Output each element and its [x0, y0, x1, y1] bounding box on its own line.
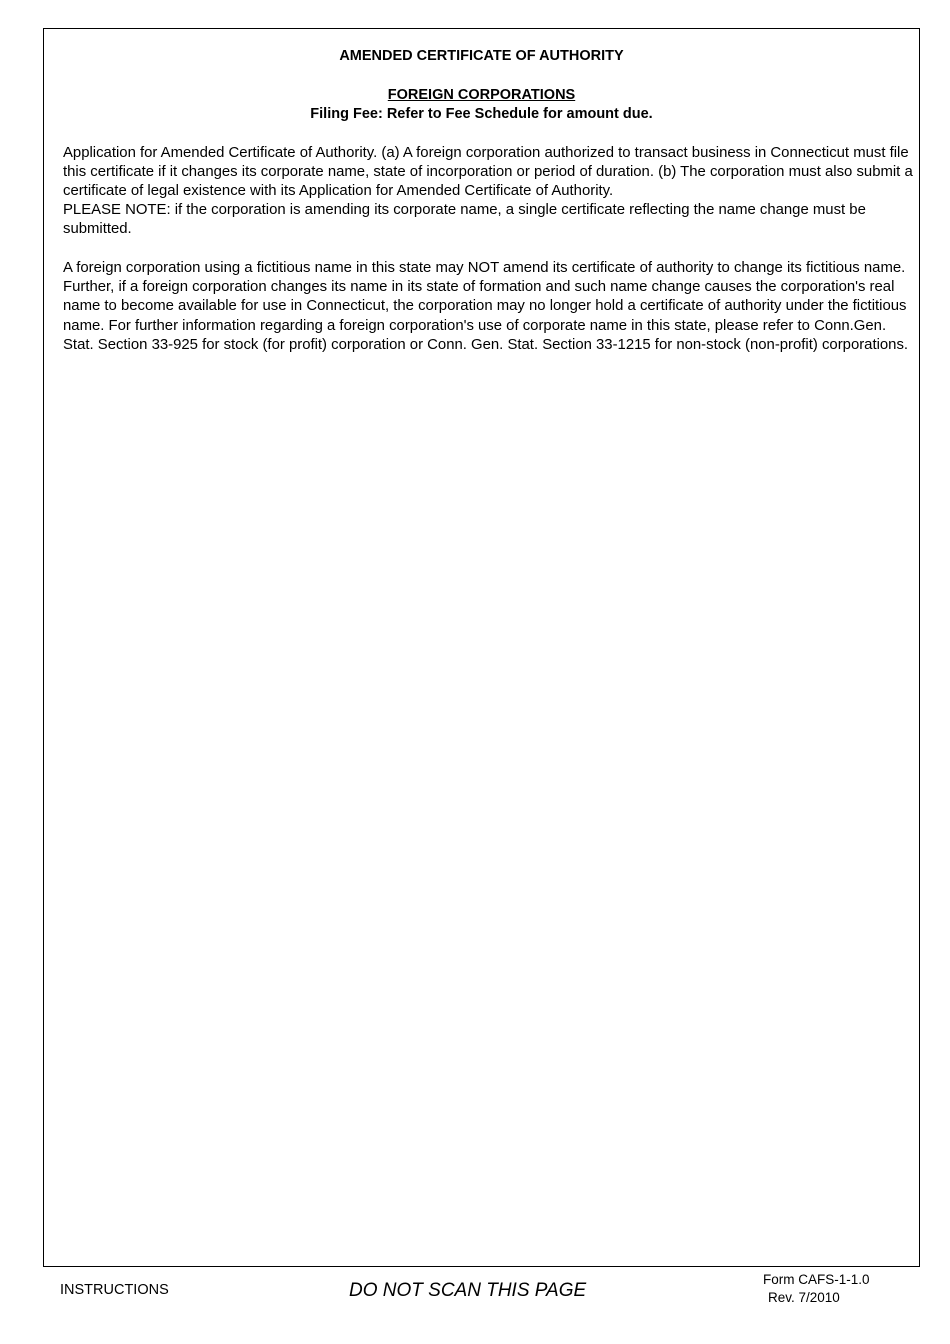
document-subtitle: FOREIGN CORPORATIONS — [387, 87, 576, 103]
document-title: AMENDED CERTIFICATE OF AUTHORITY — [339, 48, 624, 64]
paragraph-please-note: PLEASE NOTE: if the corporation is amending its corporate name, a single certificate reflecting the name change must be submitted. — [63, 202, 866, 238]
footer-revision: Rev. 7/2010 — [768, 1290, 840, 1305]
filing-fee-line: Filing Fee: Refer to Fee Schedule for amount due. — [310, 106, 653, 122]
form-border — [43, 28, 920, 1267]
paragraph-fictitious-name: A foreign corporation using a fictitious name in this state may NOT amend its certificate of authority to change its fictitious name. Further, if a foreign corporation changes its name in its state of formation and such name change causes the corporation's real name to become available for use in Connecticut, the corporation may no longer hold a certificate of authority under the fictitious name. For further information regarding a foreign corporation's use of corporate name in this state, please refer to Conn.Gen. Stat. Section 33-925 for stock (for profit) corporation or Conn. Gen. Stat. Section 33-1215 for non-stock (non-profit) corporations. — [63, 260, 909, 353]
footer-form-number: Form CAFS-1-1.0 — [763, 1272, 870, 1287]
footer-instructions-label: INSTRUCTIONS — [60, 1282, 169, 1298]
paragraph-application: Application for Amended Certificate of Authority. (a) A foreign corporation authorized to transact business in Connecticut must file this certificate if it changes its corporate name, state of incorporation or period of duration. (b) The corporation must also submit a certificate of legal existence with its Application for Amended Certificate of Authority. — [63, 145, 913, 200]
footer-do-not-scan: DO NOT SCAN THIS PAGE — [349, 1280, 587, 1301]
